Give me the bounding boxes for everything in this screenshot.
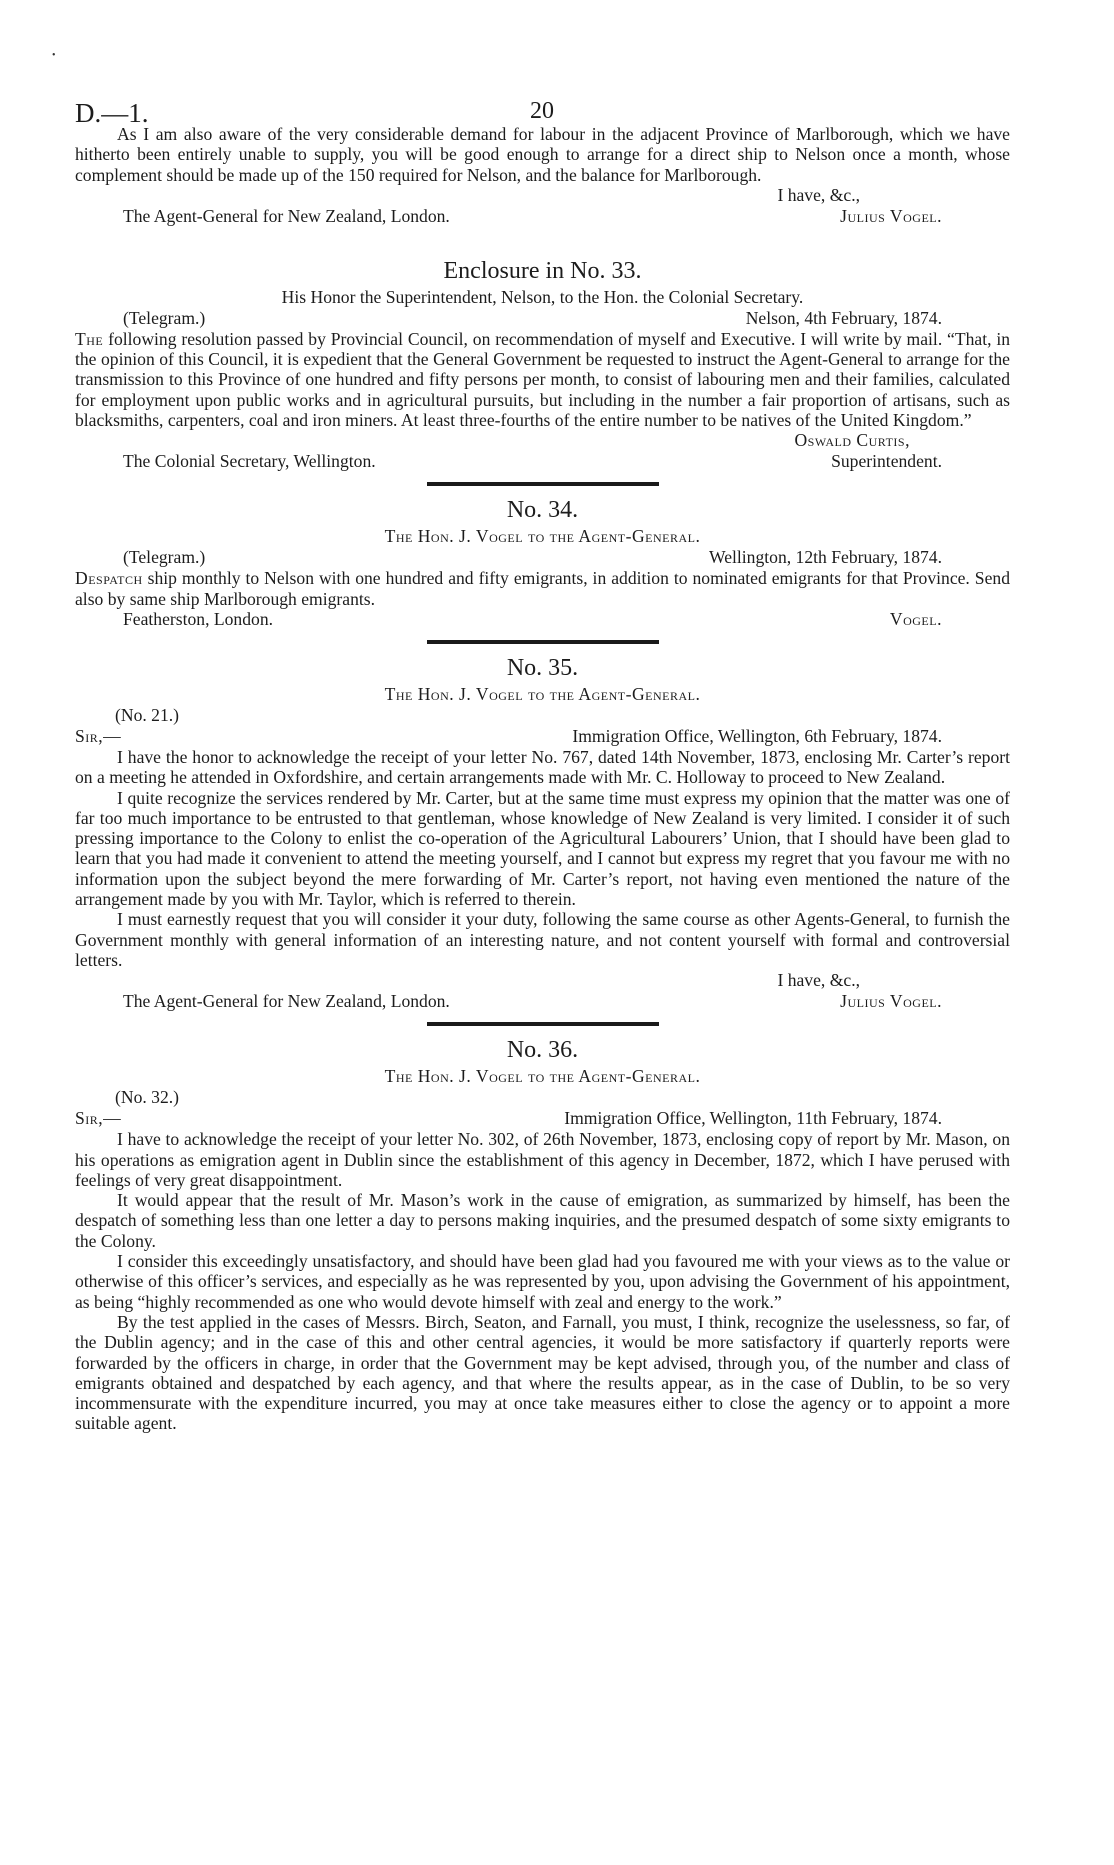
margin-mark: • — [52, 50, 56, 61]
section-divider — [427, 482, 659, 486]
paragraph: I have the honor to acknowledge the receipt of your letter No. 767, dated 14th November, 1873, enclosing Mr. Carter’s report on a meeting he attended in Oxfordshire, and certain arrangements made with Mr. C. Holloway to proceed to New Zealand. — [75, 746, 1010, 788]
closing-formula: I have, &c., — [777, 184, 860, 205]
place-date: Immigration Office, Wellington, 6th February, 1874. — [572, 725, 942, 746]
salutation: Sir,— — [75, 1108, 122, 1129]
document-reference: D.—1. — [75, 98, 149, 128]
signature-row — [75, 430, 1010, 451]
telegram-row — [75, 308, 1010, 329]
addressee-row — [75, 991, 1010, 1012]
document-no-36 — [75, 1036, 1010, 1433]
paragraph: I quite recognize the services rendered by Mr. Carter, but at the same time must express my opinion that the matter was one of far too much importance to be entrusted to that gentleman, whose knowledge of New Zealand is very limited. I consider it of such pressing importance to the Colony to enlist the co-operation of the Agricultural Labourers’ Union, that I should have been glad to learn that you had made it convenient to attend the meeting yourself, and I cannot but express my regret that you favour me with no information upon the subject beyond the mere forwarding of Mr. Carter’s report, not having even mentioned the nature of the arrangement made by you with Mr. Taylor, which is referred to therein. — [75, 787, 1010, 910]
document-type: (Telegram.) — [123, 547, 206, 568]
opening-sign-row — [75, 206, 1010, 227]
body-text: following resolution passed by Provincial Council, on recommendation of myself and Executive. I will write by mail. “That, in the opinion of this Council, it is expedient that the General Government be requested to instruct the Agent-General to arrange for the transmission to this Province of one hundred and fifty persons per month, to consist of labouring men and their families, calculated for employment upon public works and in agricultural pursuits, but including in the number a fair proportion of artisans, such as blacksmiths, carpenters, coal and iron miners. At least three-fourths of the entire number to be natives of the United Kingdom.” — [75, 328, 1011, 431]
opening-closing-row — [75, 185, 1010, 206]
place-date: Wellington, 12th February, 1874. — [709, 547, 942, 568]
place-date: Nelson, 4th February, 1874. — [745, 307, 942, 328]
paragraph: By the test applied in the cases of Messrs. Birch, Seaton, and Farnall, you must, I think, recognize the uselessness, so far, of the Dublin agency; and in the case of this and other central agencies, it would be more satisfactory if quarterly reports were forwarded by the officers in charge, in order that the Government may be kept advised, through you, of the number and class of emigrants obtained and despatched by each agency, and that where the results appear, as in the case of Dublin, to be so very incommensurate with the expenditure incurred, you may at once take measures either to close the agency or to appoint a more suitable agent. — [75, 1311, 1010, 1434]
addressee: The Agent-General for New Zealand, London. — [123, 205, 450, 226]
salutation-row — [75, 726, 1010, 747]
letter-number: (No. 21.) — [115, 704, 180, 725]
first-word: The — [75, 328, 104, 349]
opening-letter — [75, 124, 1010, 227]
document-page — [75, 80, 1010, 1434]
section-from-to: The Hon. J. Vogel to the Agent-General. — [384, 1066, 701, 1087]
document-no-34 — [75, 496, 1010, 630]
addressee: The Colonial Secretary, Wellington. — [123, 451, 376, 472]
telegram-body — [75, 568, 1010, 609]
addressee: Featherston, London. — [123, 608, 274, 629]
section-from-to: His Honor the Superintendent, Nelson, to the Hon. the Colonial Secretary. — [281, 286, 804, 307]
section-from-to: The Hon. J. Vogel to the Agent-General. — [384, 683, 701, 704]
paragraph: It would appear that the result of Mr. Mason’s work in the cause of emigration, as summarized by himself, has been the despatch of something less than one letter a day to persons making inquiries, and the presumed despatch of some sixty emigrants to the Colony. — [75, 1190, 1010, 1251]
closing-row — [75, 970, 1010, 991]
closing-formula: I have, &c., — [777, 970, 860, 991]
addressee-row — [75, 451, 1010, 472]
paragraph: I have to acknowledge the receipt of your letter No. 302, of 26th November, 1873, enclosing copy of report by Mr. Mason, on his operations as emigration agent in Dublin since the establishment of this agency in December, 1872, which I have perused with feelings of very great disappointment. — [75, 1129, 1010, 1190]
telegram-row — [75, 547, 1010, 568]
body-text: ship monthly to Nelson with one hundred and fifty emigrants, in addition to nominated emigrants for that Province. Send also by same ship Marlborough emigrants. — [75, 568, 1010, 609]
letter-number: (No. 32.) — [115, 1087, 180, 1108]
section-divider — [427, 1022, 659, 1026]
signature: Vogel. — [889, 608, 942, 629]
section-divider — [427, 640, 659, 644]
section-heading: No. 34. — [506, 497, 579, 524]
signature: Julius Vogel. — [840, 205, 942, 226]
section-from-to: The Hon. J. Vogel to the Agent-General. — [384, 526, 701, 547]
telegram-body — [75, 329, 1010, 430]
enclosure-33 — [75, 257, 1010, 472]
addressee-row — [75, 609, 1010, 630]
addressee: The Agent-General for New Zealand, London. — [123, 991, 450, 1012]
page-number: 20 — [530, 98, 554, 124]
signatory-title: Superintendent. — [831, 451, 942, 472]
place-date: Immigration Office, Wellington, 11th February, 1874. — [564, 1108, 942, 1129]
paragraph: I consider this exceedingly unsatisfactory, and should have been glad had you favoured me with your views as to the value or otherwise of this officer’s services, and especially as he was represented by you, upon advising the Government of his appointment, as being “highly recommended as one who would devote himself with zeal and energy to the work.” — [75, 1251, 1010, 1312]
page-header — [75, 80, 1010, 128]
section-heading: Enclosure in No. 33. — [443, 257, 642, 284]
document-type: (Telegram.) — [123, 307, 206, 328]
signature: Julius Vogel. — [840, 991, 942, 1012]
salutation: Sir,— — [75, 725, 122, 746]
section-heading: No. 35. — [506, 654, 579, 681]
first-word: Despatch — [75, 568, 143, 589]
paragraph: I must earnestly request that you will consider it your duty, following the same course as other Agents-General, to furnish the Government monthly with general information of an interesting nature, and not content yourself with formal and controversial letters. — [75, 909, 1010, 970]
section-heading: No. 36. — [506, 1037, 579, 1064]
signature: Oswald Curtis, — [794, 430, 910, 451]
opening-paragraph: As I am also aware of the very considerable demand for labour in the adjacent Province of Marlborough, which we have hitherto been entirely unable to supply, you will be good enough to arrange for a direct ship to Nelson once a month, whose complement should be made up of the 150 required for Nelson, and the balance for Marlborough. — [75, 124, 1010, 185]
salutation-row — [75, 1108, 1010, 1129]
document-no-35 — [75, 654, 1010, 1012]
